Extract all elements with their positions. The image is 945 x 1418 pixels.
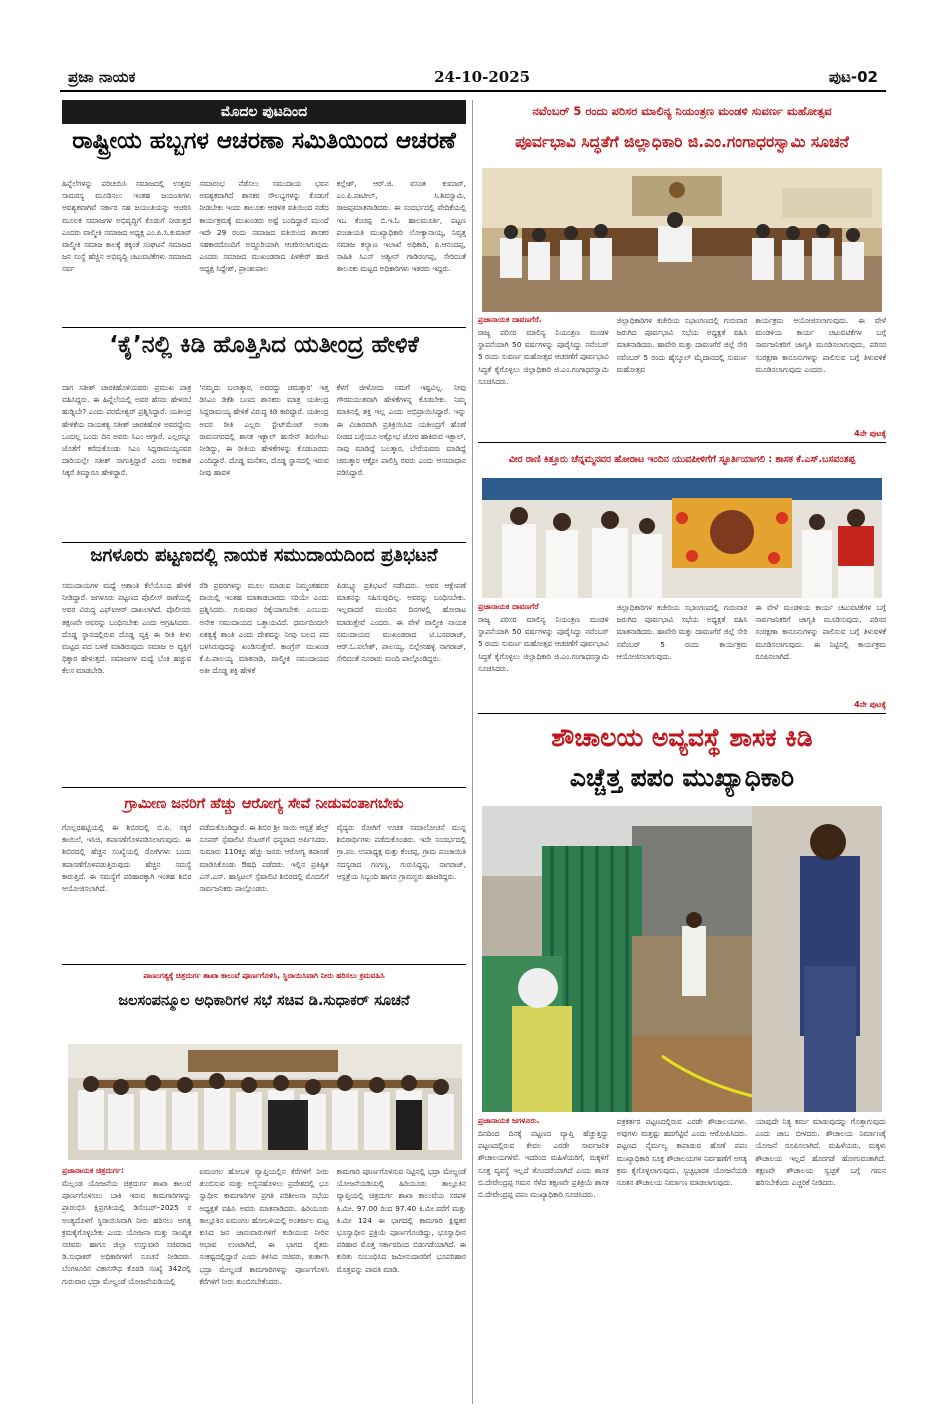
a1-col-2: ಸಮಾರಂಭ ನೆಡೆಸಲು ಸಮುದಾಯ ಭವನ ಅವಶ್ಯಕವಾಗಿದೆ ಶಾಸಕರ ಸೌಲಭ್ಯಗಳನ್ನು ಕೊಡುಗೆ ನೀಡಬೇಕು ಇಂದು ತಾಲೂಕು ಆಡಳಿತ ವತಿಯಿಂದ ನಡೆದ ಕಾರ್ಯಕ್ರಮಕ್ಕೆ ಮುಖಂಡರು ಅಷ್ಟೆ ಬಂದಿದ್ದಾರೆ ಮುಂದೆ ಇದೇ 29 ರಂದು ಸಮಾಜದ ವತಿಯಿಂದ ಶಾಸಕರ ಸಹಕಾರದೊಂದಿಗೆ ಅದ್ದೂರಿಯಾಗಿ ಆಚರಿಸಲಾಗುವುದು ಎಂದರು ಸಮಾಜದ ಮುಖಂಡರಾದ ಪಿಳಕೇರ್ ಹಾಜಿ ಅಧ್ಯಕ್ಷ ಸಿದ್ದೇಶ್, ಪ್ರಾಂಶುಪಾಲ bbox=[199, 179, 329, 274]
article-a8-body bbox=[478, 1116, 886, 1356]
divider bbox=[62, 542, 466, 543]
a5-col-3: ಕಾಮಗಾರಿ ಪೂರ್ಣಗೊಳಿಸುವ ನಿಟ್ಟಿನಲ್ಲಿ ಭದ್ರಾ ಮೇಲ್ದಂಡೆ ಯೋಜನೆಯಡಿಯಲ್ಲಿ ಹಿರಿಯೂರು ತಾಲ್ಲೂಕಿನ ವ್ಯಾಪ್ತಿಯಲ್ಲಿ ಚಿತ್ರದುರ್ಗ ಶಾಖಾ ಕಾಲುವೆಯ ಸರಪಳಿ ಕಿ.ಮೀ. 97.00 ರಿಂದ 97.40 ಕಿ.ಮೀ.ವರೆಗೆ ಮತ್ತು ಕಿ.ಮೀ 124 ಈ ಭಾಗದಲ್ಲಿ ಕಾಮಗಾರಿ ಕ್ಲಿಷ್ಟಕರ ಭೂಸ್ವಾಧೀನ ಪ್ರಕ್ರಿಯೆ ಪೂರ್ಣಗೊಂಡಿದ್ದು, ಭೂಸ್ವಾಧೀನ ಪರಿಹಾರ ಮೊತ್ತ ಸರ್ಕಾರದಿಂದ ಬಿಡುಗಡೆಯಾಗಿದೆ. ಈ ಕುರಿತು ಸಂಬಂಧಿಸಿದ ಜಮೀನುದಾರರಿಗೆ ಭೂಪರಿಹಾರ ಮೊತ್ತವನ್ನು ಪಾವತಿ ಮಾಡಿ. bbox=[336, 1167, 466, 1274]
caption-a5: ಪ್ರಜಾನಾಯಕ ಚಿತ್ರದುರ್ಗ: bbox=[62, 1166, 124, 1175]
a3-col-3: ಪಿಡಬ್ಲ್ಯೂ ಪ್ರತಿಭಟನೆ ನಡೆಸಿದರು. ಅವರ ಆಕ್ಷೇಪಣೆ ಮಾತನನ್ನು ಸಹಿಸುವುದಿಲ್ಲ. ಅವರನ್ನು ಬಂಧಿಸಬೇಕು. ಇಲ್ಲವಾದರೆ ಮುಂದಿನ ದಿನಗಳಲ್ಲಿ ಹೋರಾಟ ಮಾಡುತ್ತೇವೆ ಎಂದರು. ಈ ವೇಳೆ ವಾಲ್ಮೀಕಿ ನಾಯಕ ಸಮುದಾಯದ ಮುಖಂಡರಾದ ಟಿ.ಬಸವರಾಜ್, ಆರ್.ಓ.ಪಲೇಶ್, ಪಾಲಯ್ಯ, ಬಿಲ್ಲೇನಹಳ್ಳಿ ನಾಗರಾಜ್, ಸೇರಿದಂತೆ ನೂರಾರು ಮಂದಿ ಪಾಲ್ಗೊಂಡಿದ್ದರು. bbox=[336, 581, 466, 664]
continued-a7: 4ನೇ ಪುಟಕ್ಕೆ bbox=[854, 700, 886, 709]
divider bbox=[478, 713, 886, 714]
kicker-a7: ವೀರ ರಾಣಿ ಕಿತ್ತೂರು ಚೆನ್ನಮ್ಮನವರ ಹೋರಾಟ ಇಂದಿನ ಯುವಪೀಳಿಗೆಗೆ ಸ್ಫೂರ್ತಿಯಾಗಲಿ : ಶಾಸಕ ಕೆ.ಎಸ್.ಬಸವಂತಪ್ಪ bbox=[508, 454, 856, 465]
a6-col-1: ರಾಜ್ಯ ಪರಿಸರ ಮಾಲಿನ್ಯ ನಿಯಂತ್ರಣ ಮಂಡಳಿ ಸ್ಥಾಪನೆಯಾಗಿ 50 ವರ್ಷಗಳನ್ನು ಪೂರೈಸಿದ್ದು ನವೆಂಬರ್ 5 ರಂದು ಸುವರ್ಣ ಮಹೋತ್ಸವ ಆಚರಣೆಗೆ ಪೂರ್ವಭಾವಿ ಸಿದ್ಧತೆ ಕೈಗೊಳ್ಳಲು ಜಿಲ್ಲಾಧಿಕಾರಿ ಜಿ.ಎಂ.ಗಂಗಾಧರಸ್ವಾಮಿ ಸೂಚಿಸಿದರು. bbox=[478, 328, 609, 386]
a8-col-3: ಯಾವುದೇ ನಿತ್ಯ ಕರ್ಮ ಮಾಡುವುದನ್ನು ಗೊತ್ತಾಗುವುದು ಎಂದು ಜಾಬ ಬೀಳದರು. ಶೌಚಾಲಯ ನಿರ್ಮಾಣಕ್ಕೆ ಯೋಜನೆ ರೂಪಿಸಲಾಗಿದೆ. ಮಹಿಳೆಯರು, ಮಕ್ಕಳು ಶೌಚಾಲಯ ಇಲ್ಲದೆ ಹೊರಗಡೆ ಹೋಗುವಂತಾಗಿದೆ. ತಕ್ಷಣವೇ ಶೌಚಾಲಯ ಸ್ವಚ್ಛತೆ ಬಗ್ಗೆ ಗಮನ ಹರಿಸಬೇಕೆಂದು ಎಚ್ಚರಿಕೆ ನೀಡಿದರು. bbox=[755, 1117, 886, 1188]
a1-col-1: ಹಿನ್ನೆಲೆಗಳನ್ನು ಪರಿಚಯಿಸಿ ಸಮಾಜದಲ್ಲಿ ಉತ್ತಮ ಸಾಮರಸ್ಯ ಮೂಡಿಸಲು ಇಂತಹ ಜಯಂತಿಗಳು ಅವಶ್ಯಕವಾಗಿವೆ ಸರ್ಕಾರ ಸಹ ಜಯಂತಿಯನ್ನು ಆಚರಿಸಿ ಮೂಲಕ ಸಮಾಜಗಳ ಅಭಿವೃದ್ಧಿಗೆ ಕೊಡುಗೆ ನೀಡುತ್ತದೆ ಎಂದರು ವಾಲ್ಮೀಕಿ ಸಮಾಜದ ಅಧ್ಯಕ್ಷ ಎಂ.ಪಿ.ಸಿ.ಕುಮಾರ್ ವಾಲ್ಮೀಕಿ ಸಮಾಜ ಕಾಲಕ್ಕೆ ತಕ್ಕಂತೆ ಸಂಘಟನೆ ಸಮಾಜದ ಜನ ಸಂಸ್ಥೆ ಹೆಚ್ಚಿನ ಅಭಿವೃದ್ಧಿ ಚಟುವಟಿಕೆಗಳು ಸಮಾಜದ ಸರ್ವ bbox=[62, 179, 192, 274]
article-a1-body bbox=[62, 178, 466, 324]
a6-col-2: ಜಿಲ್ಲಾಧಿಕಾರಿಗಳ ಕಚೇರಿಯ ಸಭಾಂಗಣದಲ್ಲಿ ಗುರುವಾರ ಜರುಗಿದ ಪೂರ್ವಭಾವಿ ಸಭೆಯ ಅಧ್ಯಕ್ಷತೆ ವಹಿಸಿ ಮಾತನಾಡಿದರು. ಹಾವೇರಿ ಮತ್ತು ದಾವಣಗೆರೆ ಜಿಲ್ಲೆ ಸೇರಿ ನವೆಂಬರ್ 5 ರಂದು ಹೈಸ್ಕೂಲ್ ಮೈದಾನದಲ್ಲಿ ಸುವರ್ಣ ಮಹೋತ್ಸವ bbox=[616, 316, 748, 374]
a7-col-3: ಈ ವೇಳೆ ಮಂಡಳಿಯ ಕಾರ್ಯ ಚಟುವಟಿಕೆಗಳ ಬಗ್ಗೆ ಸಾರ್ವಜನಿಕರಿಗೆ ಜಾಗೃತಿ ಮೂಡಿಸುವುದು, ಪರಿಸರ ಸಂರಕ್ಷಣಾ ಕಾನೂನುಗಳನ್ನು ಪಾಲಿಸುವ ಬಗ್ಗೆ ತಿಳುವಳಿಕೆ ಮೂಡಿಸಲಾಗುವುದು. ಈ ನಿಟ್ಟಿನಲ್ಲಿ ಕಾರ್ಯಕ್ರಮ ರೂಪಿಸಲಾಗಿದೆ. bbox=[755, 603, 886, 661]
article-a6-body bbox=[478, 315, 886, 439]
section-band: ಮೊದಲ ಪುಟದಿಂದ bbox=[62, 100, 466, 124]
a1-col-3: ಕಲ್ಲೇಶ್, ಆರ್.ಜಿ. ವಸಂತ ಕುಮಾರ್, ಎಂ.ಪಿ.ಪಾಟೀಲ್, ಸಿ.ಶಿವಸ್ವಾಮಿ, ರಾಜಪ್ಪಮಾತನಾಡಿದರು. ಈ ಸಂದರ್ಭದಲ್ಲಿ ವೇದಿಕೆಯಲ್ಲಿ ಇಒ ಕೆಂಚಪ್ಪ ಬಿ.ಇ.ಓ ಹಾಲಮೂರ್ತಿ, ಪಟ್ಟಣ ಪಂಚಾಯತಿ ಮುಖ್ಯಾಧಿಕಾರಿ ಲೋಕ್ಯಾನಾಯ್ಕ, ನಿವೃತ್ತ ಸಮಾಜ ಕಲ್ಯಾಣ ಇಲಾಖೆ ಅಧಿಕಾರಿ, ಪಿ.ಆನಂದಪ್ಪ, ಸಾಹಿತಿ ಸಿಎಸ್ ಅಶ್ವೀನ್ ಗಾಡಿರಂಗಪ್ಪ, ಸೇರಿದಂತೆ ತಾಲೂಕು ಮಟ್ಟದ ಅಧಿಕಾರಿಗಳು ಇತರರು ಇದ್ದರು. bbox=[336, 179, 466, 274]
photo-chennamma-jayanti bbox=[482, 478, 882, 598]
divider bbox=[478, 442, 886, 443]
headline-a8-line1: ಶೌಚಾಲಯ ಅವ್ಯವಸ್ಥೆ ಶಾಸಕ ಕಿಡಿ bbox=[551, 723, 813, 752]
caption-a6: ಪ್ರಜಾನಾಯಕ ದಾವಣಗೆರೆ. bbox=[478, 315, 542, 324]
a6-col-3: ಕಾರ್ಯಕ್ರಮ ಆಯೋಜಿಸಲಾಗುವುದು. ಈ ವೇಳೆ ಮಂಡಳಿಯ ಕಾರ್ಯ ಚಟುವಟಿಕೆಗಳ ಬಗ್ಗೆ ಸಾರ್ವಜನಿಕರಿಗೆ ಜಾಗೃತಿ ಮೂಡಿಸಲಾಗುವುದು, ಪರಿಸರ ಸಂರಕ್ಷಣಾ ಕಾನೂನುಗಳನ್ನು ಪಾಲಿಸುವ ಬಗ್ಗೆ ತಿಳುವಳಿಕೆ ಮೂಡಿಸಲಾಗುವುದು ಎಂದರು. bbox=[755, 316, 886, 374]
a3-col-1: ಸಮುದಾಯಗಳ ಮಧ್ಯೆ ಅಶಾಂತಿ ಕೆಲೆಯೊಂದ ಹೇಳಿಕೆ ನೀಡಿದ್ದಾರೆ. ಜಗಳೂರು ಪಟ್ಟಣದ ಪೊಲೀಸ್ ಠಾಣೆಯಲ್ಲಿ ಅವರ ವಿರುದ್ಧ ಎಫ್‌ಐಆರ್ ದಾಖಲಾಗಿದೆ. ಪೊಲೀಸರು ತಕ್ಷಣವೇ ಅವರನ್ನು ಬಂಧಿಸಬೇಕು ಎಂದು ಆಗ್ರಹಿಸಿದರು. ದೊಡ್ಡ ಸ್ಥಾನದಲ್ಲಿರುವ ದೊಡ್ಡ ವ್ಯಕ್ತಿ ಈ ರೀತಿ ಕೀಳು ಮಟ್ಟದ ಪದ ಬಳಕೆ ಮಾಡಿರುವುದು ಸಮಾಜ ಅ ವ್ಯಕ್ತಿಗೆ ಧಿಕ್ಕಾರ ಹೇಳುತ್ತದೆ. ಸಮಾಜಗಳ ಮಧ್ಯೆ ಬೆಂಕಿ ಹಚ್ಚುವ ಕೆಲಸ ಮಾಡಬೇಡಿ. bbox=[62, 581, 192, 676]
masthead bbox=[60, 64, 886, 92]
divider bbox=[62, 327, 466, 328]
headline-a1: ರಾಷ್ಟ್ರೀಯ ಹಬ್ಬಗಳ ಆಚರಣಾ ಸಮಿತಿಯಿಂದ ಆಚರಣೆ bbox=[72, 128, 456, 154]
a2-col-3: ಕೆಳಗೆ ಜೀಳೋದು ನಮಗೆ ಇಷ್ಟವಿಲ್ಲ. ನೀವು ಗೌರವಯುತವಾಗಿ ಹೇಳಿಕೆಗಳನ್ನ ಕೊಡಬೇಕು. ನಿಮ್ಮ ಮಾತಿನಲ್ಲಿ ಶಕ್ತಿ ಇಲ್ಲ ಎಂದು ಅಭಿಪ್ರಾಯಿಸಿದ್ದಾರೆ. ಇನ್ನು ಈ ವಿಚಾರವಾಗಿ ಪ್ರತಿಕ್ರಿಯಿಸಿದ ಯತೀಂದ್ರಗೆ ಹೊಣೆ ನೀಡದ ಬಗ್ಗೆಯೂ ಅಕ್ಷೋಭ ಜೋರ ಹಾಕಿರುವ ಇಕ್ಬಾಲ್, ನಾವು ಮಾಡಿದ್ದೆ ಬಲತ್ಕಾರ, ಬೇರೆಯವರು ಮಾಡಿದ್ದೆ ಚಮತ್ಕಾರ ಆಕ್ಟೋ ಪಾಲಿಸ್ತಿ ರವರು ಎಂದು ಆಸಮಾಧಾನ ಪಡಿಸಿದ್ದಾರೆ. bbox=[336, 383, 466, 478]
paper-name: ಪ್ರಜಾ ನಾಯಕ bbox=[68, 68, 136, 86]
article-a2-body bbox=[62, 382, 466, 540]
article-a5-body bbox=[62, 1166, 466, 1402]
headline-a6: ಪೂರ್ವಭಾವಿ ಸಿದ್ಧತೆಗೆ ಜಿಲ್ಲಾಧಿಕಾರಿ ಜಿ.ಎಂ.ಗಂಗಾಧರಸ್ವಾಮಿ ಸೂಚನೆ bbox=[515, 133, 849, 151]
page-number: ಪುಟ-02 bbox=[828, 68, 878, 86]
photo-meeting-water-resources bbox=[68, 1044, 462, 1160]
column-divider bbox=[472, 100, 473, 1404]
a4-col-2: ಪಡೆದುಕೊಂಡಿದ್ದಾರೆ. ಈ ಶಿಬಿರ ಶ್ರೀ ಸಾಯಿ ಆಸ್ಪತ್ರೆ ಹೆಲ್ತ್ ಸೂಪರ್ ಸ್ಪೆಷಾಲಿಟಿ ಸೆಂಟರ್‌ಗೆ ಧನ್ಯವಾದ ಅರ್ಪಿಸಿದರು. ಸುಮಾರು 110ಕ್ಕೂ ಹೆಚ್ಚು ಜನರು ಆರೋಗ್ಯ ತಪಾಸಣೆ ಮಾಡಿಸಿಕೊಂಡು ಔಷಧಿ ಪಡೆದರು. ಇಲ್ಲಿನ ಪ್ರತಿಷ್ಠಿತ ಎಸ್.ಎಸ್. ಹಾಸ್ಪಿಟಲ್ ಸ್ಪೆಷಾಲಿಟಿ ಶಿಬಿರದಲ್ಲಿ ಮೊದಲಿಗೆ ಸಾರ್ವಜನಿಕರು ಪಾಲ್ಗೊಂಡರು. bbox=[199, 823, 329, 894]
a2-col-1: ದಾಗ ಸತೀಶ್ ಜಾರಕಿಹೊಳಿಯವರು ಪ್ರಮುಖ ಪಾತ್ರ ವಹಿಸಿದ್ದರು. ಈ ಹಿನ್ನೆಲೆಯಲ್ಲಿ ಅವರ ಹೆಸರು ಹೇಳಿರಬೆ ಹುಡ್ನಿಬೇ? ಎಂದು ಪರಮೇಶ್ವರ್ ಪ್ರಶ್ನಿಸಿದ್ದಾರೆ. ಯತೀಂದ್ರ ಹೇಳಿಕೆಯ ನಾಯಕತ್ವ ಸತೀಶ್ ಜಾರಕಿಹೊಳಿ ಅವರದ್ದೇನು ಒಂದಲ್ಲ ಒಂದು ದಿನ ಅವರು ಸಿಎಂ ಆಗ್ತಾರೆ. ಎಲ್ಲರನ್ನೂ ಜೊತೆಗೆ ಕರೆದುಕೊಂಡು ಸಿಎಂ ಸಿದ್ದರಾಮಯ್ಯನವರ ದಾರಿಯಲ್ಲೇ ಸತೀಶ್ ಸಾಗುತ್ತಿದ್ದಾರೆ ಎಂದು ಅವಕಾಶ ಸಿಕ್ಕರೆ ತಿಮ್ಮಾರೂ ಹೇಳಿದ್ದಾರೆ. bbox=[62, 383, 192, 478]
photo-toilet-inspection bbox=[482, 806, 882, 1112]
article-a4-body bbox=[62, 822, 466, 962]
headline-a2: ‘ಕೈ’ನಲ್ಲಿ ಕಿಡಿ ಹೊತ್ತಿಸಿದ ಯತೀಂದ್ರ ಹೇಳಿಕೆ bbox=[109, 332, 419, 358]
kicker-a5: ಪಾಣಂಗತ್ಯಕ್ಕೆ ಚಿತ್ರದುರ್ಗ ಶಾಖಾ ಕಾಲುವೆ ಪೂರ್ಣಗೊಳಿಸಿ, ಸ್ಥಿರಾಯಿಸಿವಾಗಿ ನೀರು ಹರಿಸಲು ಕ್ರಮವಹಿಸಿ bbox=[143, 971, 385, 980]
a3-col-2: ರೆಡಿ ಪ್ರವರಗಳನ್ನು ಮೂಲ ಮಾಡುವ ನಿಮ್ಮಂತಹವರ ವಾಯಿಲ್ಲಿ ಇಂತಹ ಮಾತಾಡಬಾರದು ಸರಿಯೇ ಎಂದು ಪ್ರಶ್ನಿಸಿದರು. ಗುರುವಾರ ರಿಕ್ಕೆಯಾಗಬೇಕು ಎಂಬುದು ಅನೇಕ ಸಮುದಾಯದ ಒತ್ತಾಯವಿದೆ. ಧರ್ಮದಿಂದಲೇ ಏಕತ್ವಕ್ಕೆ ಶಾಂತಿ ಎಂದು ದೇಶವನ್ನು ನೀವು ಬಲದ ಪದ ಬಳಸಿರುವುದನ್ನು ಖಂಡಿಸುತ್ತೇವೆ. ಕಾಂಗ್ರೆಸ್ ಮುಖಂಡ ಕೆ.ಪಿ.ಪಾಲಯ್ಯ ಮಾತನಾಡಿ, ವಾಲ್ಮೀಕಿ ಸಮುದಾಯದ ಅತೀ ದೊಡ್ಡ ಶಕ್ತಿ ಹೇಳಿಕೆ bbox=[199, 581, 329, 676]
a7-col-1: ರಾಜ್ಯ ಪರಿಸರ ಮಾಲಿನ್ಯ ನಿಯಂತ್ರಣ ಮಂಡಳಿ ಸ್ಥಾಪನೆಯಾಗಿ 50 ವರ್ಷಗಳನ್ನು ಪೂರೈಸಿದ್ದು ನವೆಂಬರ್ 5 ರಂದು ಸುವರ್ಣ ಮಹೋತ್ಸವ ಆಚರಣೆಗೆ ಪೂರ್ವಭಾವಿ ಸಿದ್ಧತೆ ಕೈಗೊಳ್ಳಲು ಜಿಲ್ಲಾಧಿಕಾರಿ ಜಿ.ಎಂ.ಗಂಗಾಧರಸ್ವಾಮಿ ಸೂಚಿಸಿದರು. bbox=[478, 615, 609, 673]
photo-dc-meeting bbox=[482, 168, 882, 312]
caption-a7: ಪ್ರಜಾನಾಯಕ ದಾವಣಗೆರೆ bbox=[478, 602, 539, 611]
issue-date: 24-10-2025 bbox=[434, 68, 531, 86]
headline-a3: ಜಗಳೂರು ಪಟ್ಟಣದಲ್ಲಿ ನಾಯಕ ಸಮುದಾಯದಿಂದ ಪ್ರತಿಭಟನೆ bbox=[90, 546, 438, 566]
a8-col-2: ಪತ್ರಕರ್ತರ ಪಟ್ಟಣದಲ್ಲಿರುವ ಎರಡೇ ಶೌಚಾಲಯಗಳು. ಅವುಗಳು ಮತ್ತಷ್ಟು ಹದಗೆಟ್ಟಿವೆ ಎಂದು ಆರೋಪಿಸಿದರು. ಪಟ್ಟಣದ ನೈರ್ಮಲ್ಯ ಕಾಪಾಡುವ ಹೊಣೆ ಪಪಂ ಮುಖ್ಯಾಧಿಕಾರಿ ಸೂಕ್ತ ಶೌಚಾಲಯಗಳ ನಿರ್ವಹಣೆಗೆ ಅಗತ್ಯ ಕ್ರಮ ಕೈಗೊಳ್ಳಲಾಗುವುದು, ಸ್ವಚ್ಛಭಾರತ ಯೋಜನೆಯಡಿ ನೂತನ ಶೌಚಾಲಯ ನಿರ್ಮಾಣ ಮಾಡಲಾಗುವುದು. bbox=[616, 1117, 748, 1188]
caption-a8: ಪ್ರಜಾನಾಯಕ ಜಗಳೂರು. bbox=[478, 1116, 540, 1125]
kicker-a6: ನವೆಂಬರ್ 5 ರಂದು ಪರಿಸರ ಮಾಲಿನ್ಯ ನಿಯಂತ್ರಣ ಮಂಡಳಿ ಸುವರ್ಣ ಮಹೋತ್ಸವ bbox=[532, 104, 832, 118]
headline-a5: ಜಲಸಂಪನ್ಮೂಲ ಅಧಿಕಾರಿಗಳ ಸಭೆ ಸಚಿವ ಡಿ.ಸುಧಾಕರ್ ಸೂಚನೆ bbox=[118, 993, 410, 1009]
a4-col-3: ವೈದ್ಯರು ರೋಗಿಗೆ ಉಚಿತ ಸಮಾಲೋಚನೆ ಮುನ್ನ ಶಿಬಿರಾರ್ಥಿಗಳು ಪಡೆದುಕೊಂಡರು. ಇದೇ ಸಂದರ್ಭದಲ್ಲಿ ಗ್ರಾ.ಪಂ. ಉಪಾಧ್ಯಕ್ಷ ಮತ್ತು ಕೆಂಚಪ್ಪ, ಗ್ರಾಮ ಪಂಚಾಯಿತಿ ಸದಸ್ಯರಾದ ಗಂಗಣ್ಣ, ಗುರುಸಿದ್ದಪ್ಪ, ನಾಗರಾಜ್, ಆಸ್ಪತ್ರೆಯ ಸಿಬ್ಬಂದಿ ಹಾಗೂ ಗ್ರಾಮಸ್ಥರು ಹಾಜರಿದ್ದರು. bbox=[336, 823, 466, 881]
divider bbox=[62, 964, 466, 965]
a4-col-1: ಗೊಲ್ಲರಹಟ್ಟಿಯಲ್ಲಿ ಈ ಶಿಬಿರದಲ್ಲಿ ಬಿ.ಪಿ. ಸಕ್ಕರೆ ಕಾಯಿಲೆ, ಇಸಿಜಿ, ತಪಾಸಣೆಗೊಳಪಡಿಸಲಾಗುವುದು. ಈ ಶಿಬಿರದಲ್ಲಿ ಹೆಚ್ಚಿನ ಸಂಖ್ಯೆಯಲ್ಲಿ ರೋಗಿಗಳು ಬಂದು ತಪಾಸಣೆಗೊಳಪಡುತ್ತಿರುವುದು ಹೆಚ್ಚಿನ ಸಮಸ್ಯೆ ಕಾರುತ್ತಿದೆ. ಈ ಸಮಸ್ಯೆಗೆ ಪರಿಹಾರಕ್ಕಾಗಿ ಇಂತಹ ಶಿಬಿರ ಆಯೋಜಿಸಲಾಗಿದೆ. bbox=[62, 823, 192, 894]
a5-col-1: ಮೆಲ್ಲಂಡ ಯೋಜನೆಯ ಚಿತ್ರದುರ್ಗ ಶಾಖಾ ಕಾಲುವೆ ಪೂರ್ಣಗೊಳಿಸಲು ಬಾಕಿ ಇರುವ ಕಾಮಗಾರಿಗಳನ್ನು ಪ್ರಾರಂಭಿಸಿ ಕ್ಷಿಪ್ರಗತಿಯಲ್ಲಿ ಡಿಸೆಂಬರ್–2025 ರ ಅಂತ್ಯದೊಳಗೆ ಸ್ಥಿರಾಯಿಸಿವಾಗಿ ನೀರು ಹರಿಸಲು ಅಗತ್ಯ ಕ್ರಮಕೈಗೊಳ್ಳಬೇಕು ಎಂದು ಯೋಜನಾ ಮತ್ತು ಸಾಂಖ್ಯಿಕ ಸಚಿವರು ಹಾಗೂ ಜಿಲ್ಲಾ ಉಸ್ತುವಾರಿ ಸಚಿವರಾದ ಡಿ.ಸುಧಾಕರ್ ಅಧಿಕಾರಿಗಳಿಗೆ ಸೂಚನೆ ನೀಡಿದರು. ಬೆಂಗಳೂರಿನ ವಿಕಾಸಸೌಧ ಕೊಠಡಿ ಸಂಖ್ಯೆ 342ರಲ್ಲಿ ಗುರುವಾರ ಭದ್ರಾ ಮೇಲ್ದಂಡೆ ಯೋಜನೆಯಡಿಯಲ್ಲಿ bbox=[62, 1179, 192, 1286]
headline-a8-line2: ಎಚ್ಚೆತ್ತ ಪಪಂ ಮುಖ್ಯಾಧಿಕಾರಿ bbox=[569, 763, 795, 792]
continued-a6: 4ನೇ ಪುಟಕ್ಕೆ bbox=[854, 429, 886, 438]
article-a3-body bbox=[62, 580, 466, 784]
a7-col-2: ಜಿಲ್ಲಾಧಿಕಾರಿಗಳ ಕಚೇರಿಯ ಸಭಾಂಗಣದಲ್ಲಿ ಗುರುವಾರ ಜರುಗಿದ ಪೂರ್ವಭಾವಿ ಸಭೆಯ ಅಧ್ಯಕ್ಷತೆ ವಹಿಸಿ ಮಾತನಾಡಿದರು. ಹಾವೇರಿ ಮತ್ತು ದಾವಣಗೆರೆ ಜಿಲ್ಲೆ ಸೇರಿ ನವೆಂಬರ್ 5 ರಂದು ಕಾರ್ಯಕ್ರಮ ಆಯೋಜಿಸಲಾಗುವುದು. bbox=[616, 603, 748, 661]
headline-a4: ಗ್ರಾಮೀಣ ಜನರಿಗೆ ಹೆಚ್ಚು ಆರೋಗ್ಯ ಸೇವೆ ನೀಡುವಂತಾಗಬೇಕು bbox=[124, 796, 404, 812]
divider bbox=[62, 787, 466, 788]
article-a7-body bbox=[478, 602, 886, 710]
a5-col-2: ಐಮಂಗಲ ಹೋಬಳಿ ವ್ಯಾಪ್ತಿಯಲ್ಲಿನ ಕೆರೆಗಳಿಗೆ ನೀರು ತುಂಬಿಸುವ ಮತ್ತು ಅಬ್ಬಿನಹೊಳಲು ಪ್ರದೇಶದಲ್ಲಿ ಭೂ ಸ್ವಾಧೀನ ಕಾಮಗಾರಿಗಳ ಪ್ರಗತಿ ಪರಿಶೀಲನಾ ಸಭೆಯ ಅಧ್ಯಕ್ಷತೆ ವಹಿಸಿ ಅವರು ಮಾತನಾಡಿದರು. ಹಿರಿಯೂರು ತಾಲ್ಲೂಕಿನ ಐಮಂಗಲ ಹೋಬಳಿಯಲ್ಲಿ ಅಂತರ್ಜಲ ಮಟ್ಟ ಕುಸಿದ ಜನ ಜಾನುವಾರುಗಳಿಗೆ ಕುಡಿಯುವ ನೀರಿನ ಅಭಾವ ಉಂಟಾಗಿದೆ, ಈ ಭಾಗದ ರೈತರು ಸಂಕಷ್ಟದಲ್ಲಿದ್ದಾರೆ ಎಂದು ತಿಳಿಸಿದ ಸಚಿವರು, ತುರ್ತಾಗಿ ಭದ್ರಾ ಮೇಲ್ದಂಡೆ ಕಾಮಗಾರಿಗಳನ್ನು ಪೂರ್ಣಗೊಳಿಸಿ ಕೆರೆಗಳಿಗೆ ನೀರು ತುಂಬಿಸಬೇಕೆಂದರು. bbox=[199, 1167, 329, 1286]
a2-col-2: ‘ನಮ್ಮದು ಬಲಾತ್ಕಾರ, ಅವರದ್ದು ಚಮತ್ಕಾರ’ ಇತ್ತ ಡಿಸಿಎಂ ಡಿಕೆಶಿ ಬಣದ ಶಾಸಕರು ಮಾತ್ರ ಯತೀಂದ್ರ ಸಿದ್ದರಾಮಯ್ಯ ಹೇಳಿಕೆ ವಿರುದ್ಧ ಕಿಡಿ ಕಾರಿದ್ದಾರೆ. ಯತೀಂದ್ರ ಅವರ ರೀತಿ ಎಲ್ಲರು ಸ್ಟೇಟ್‌ಮೆಂಟ್ ಅಂತಾ ರಾಮನಗರದಲ್ಲಿ ಶಾಸಕ ಇಕ್ಬಾಲ್ ಹುಸೇನ್ ತಿರುಗೇಟು ನೀಡಿದ್ದು, ಈ ರೀತಿಯ ಹೇಳಿಕೆಗಳನ್ನು ಕೊಡಬಾರದು ಎಂದಿದ್ದಾರೆ. ದೊಡ್ಡ ಮನೆತನ, ದೊಡ್ಡ ಸ್ಥಾನದಲ್ಲಿ ಇರುವ ನೀವು ಹಾವಳಿ bbox=[199, 383, 329, 478]
a8-col-1: ದಿನದಿಂದ ದಿನಕ್ಕೆ ಪಟ್ಟಣದ ವ್ಯಾಪ್ತಿ ಹೆಚ್ಚುತ್ತಿದ್ದು ಪಟ್ಟಣದಲ್ಲಿರುವ ಕೇವಲ ಎರಡೇ ಸಾರ್ವಜನಿಕ ಶೌಚಾಲಯಗಳಿವೆ. ಇದರಿಂದ ಮಹಿಳೆಯರಿಗೆ, ಮಕ್ಕಳಿಗೆ ಸೂಕ್ತ ವ್ಯವಸ್ಥೆ ಇಲ್ಲದೆ ತೊಂದರೆಯಾಗಿದೆ ಎಂದು ಶಾಸಕ ಬಿ.ದೇವೇಂದ್ರಪ್ಪ ಗಮನ ಸೆಳೆದ ತಕ್ಷಣವೇ ಪ್ರತಿಕ್ರಿಯೆ ಶಾಸಕ ಬಿ.ದೇವೇಂದ್ರಪ್ಪ ಪಪಂ ಮುಖ್ಯಾಧಿಕಾರಿ ಸೂಚಿಸಿದರು. bbox=[478, 1129, 609, 1200]
